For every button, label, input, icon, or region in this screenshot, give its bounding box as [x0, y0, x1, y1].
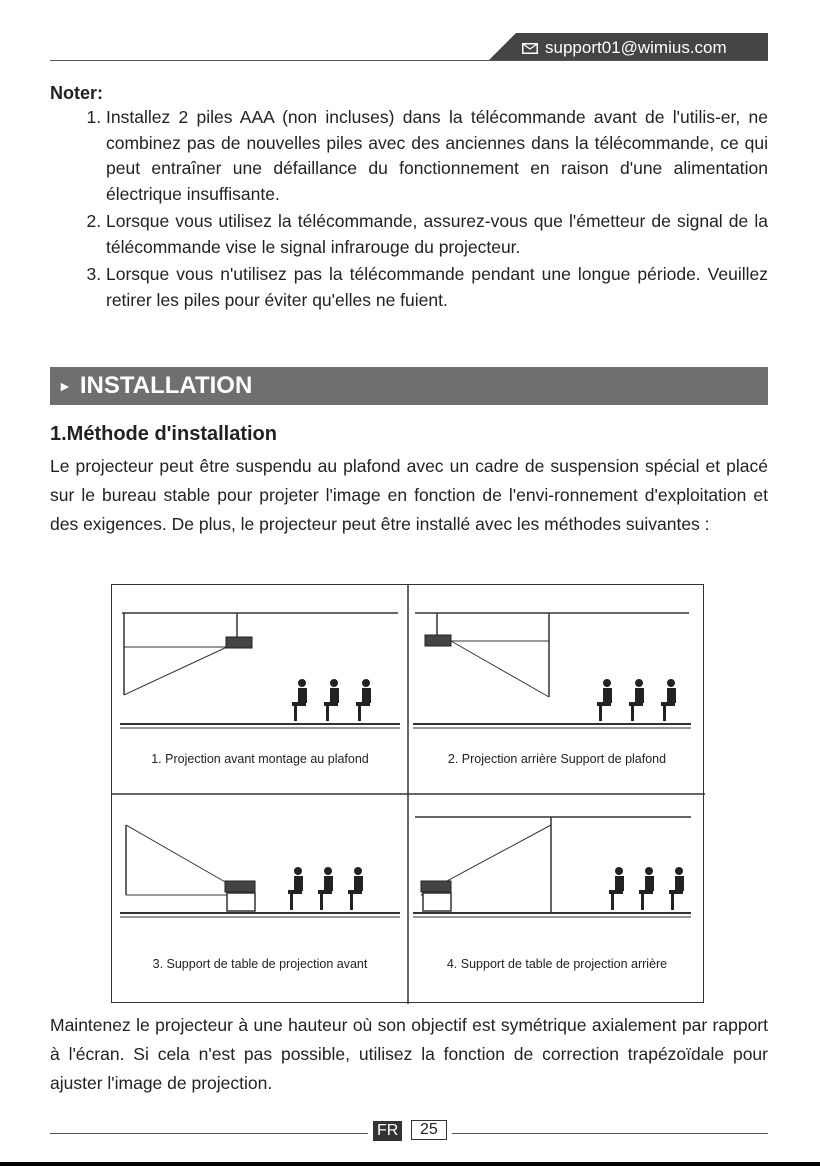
footer-language: FR [373, 1121, 402, 1141]
table-front-illustration [112, 795, 408, 1004]
note-item-3: 3. Lorsque vous n'utilisez pas la télécommande pendant une longue période. Veuillez retirer les piles pour éviter qu'elles ne fuient. [106, 262, 768, 313]
method-table-rear [409, 795, 705, 1004]
table-rear-illustration [409, 795, 705, 1004]
note-item-2: 2. Lorsque vous utilisez la télécommande, assurez-vous que l'émetteur de signal de la télécommande vise le signal infrarouge du projecteur. [106, 209, 768, 260]
caption-2: 2. Projection arrière Support de plafond [447, 752, 667, 766]
section-title: 1.Méthode d'installation [50, 423, 277, 445]
footer-rule-right [452, 1133, 768, 1134]
caption-1: 1. Projection avant montage au plafond [151, 752, 369, 766]
installation-figure [111, 584, 704, 1003]
intro-paragraph: Le projecteur peut être suspendu au plafond avec un cadre de suspension spécial et placé sur le bureau stable pour projeter l'image en fonction de l'envi-ronnement d'exploitation et des exigences. De plus, le projecteur peut être installé avec les méthodes suivantes : [50, 456, 768, 534]
closing-paragraph: Maintenez le projecteur à une hauteur où son objectif est symétrique axialement par rapport à l'écran. Si cela n'est pas possible, utilisez la fonction de correction trapézoïdale pour ajuster l'image de projection. [50, 1015, 768, 1093]
email-text: support01@wimius.com [545, 38, 727, 57]
caption-4: 4. Support de table de projection arrière [446, 957, 668, 971]
banner-title: INSTALLATION [79, 372, 253, 399]
note-list [50, 105, 768, 315]
footer-rule-left [50, 1133, 368, 1134]
triangle-icon: ► [58, 378, 72, 394]
bottom-edge [0, 1162, 820, 1166]
note-title: Noter: [50, 83, 103, 103]
header-email [522, 38, 727, 58]
envelope-icon [522, 43, 538, 54]
method-ceiling-front [112, 585, 408, 794]
section-banner [50, 367, 768, 405]
method-table-front [112, 795, 408, 1004]
caption-3: 3. Support de table de projection avant [152, 957, 368, 971]
header-rule [50, 60, 768, 61]
note-item-1: 1. Installez 2 piles AAA (non incluses) dans la télécommande avant de l'utilis-er, ne combinez pas de nouvelles piles avec des anciennes dans la télécommande, ce qui peut entraîner une défaillance du fonctionnement en raison d'une alimentation électrique insuffisante. [106, 105, 768, 207]
page-number: 25 [411, 1120, 447, 1140]
method-ceiling-rear [409, 585, 705, 794]
